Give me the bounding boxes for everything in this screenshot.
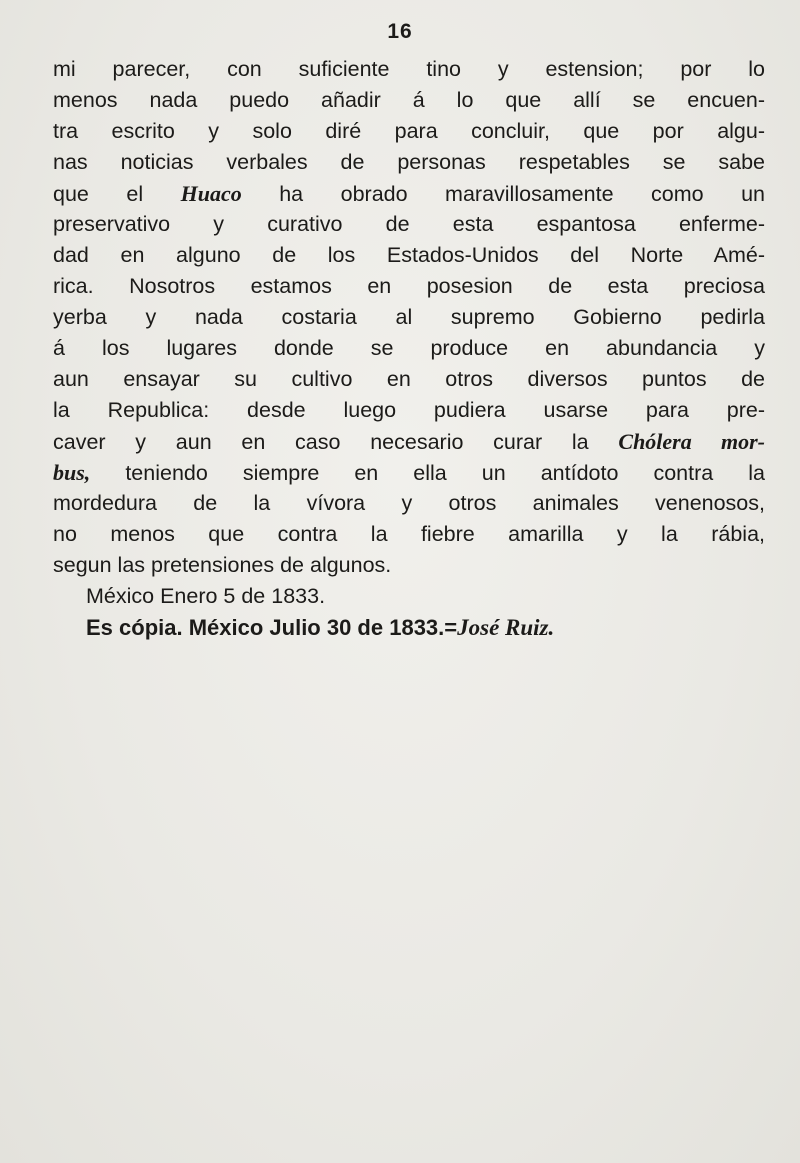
- text-line-16: no menos que contra la fiebre amarilla y la rábia,: [53, 522, 765, 546]
- copy-prefix: Es cópia. México Julio 30 de 1833.=: [86, 615, 458, 640]
- text-line-6: preservativo y curativo de esta espantosa enferme-: [53, 212, 765, 236]
- italic-term-huaco: Huaco: [180, 181, 242, 206]
- text-line-1: mi parecer, con suficiente tino y estension; por lo: [53, 57, 765, 81]
- text-line-17: segun las pretensiones de algunos.: [53, 553, 392, 577]
- text-line-4: nas noticias verbales de personas respetables se sabe: [53, 150, 765, 174]
- text-line-10: á los lugares donde se produce en abundancia y: [53, 336, 765, 360]
- signature: José Ruiz.: [457, 615, 555, 640]
- text-line-7: dad en alguno de los Estados-Unidos del Norte Amé-: [53, 243, 765, 267]
- date-line: México Enero 5 de 1833.: [86, 584, 326, 608]
- text-line-2: menos nada puedo añadir á lo que allí se encuen-: [53, 88, 765, 112]
- page-number: 16: [387, 20, 413, 43]
- text-line-9: yerba y nada costaria al supremo Gobierno pedirla: [53, 305, 765, 329]
- text-line-11: aun ensayar su cultivo en otros diversos puntos de: [53, 367, 765, 391]
- text-line-13: [53, 426, 765, 457]
- text-line-5-start: que el: [53, 182, 144, 206]
- copy-attestation: [86, 612, 554, 643]
- italic-term-morbus: bus,: [53, 460, 91, 485]
- text-line-3: tra escrito y solo diré para concluir, que por algu-: [53, 119, 765, 143]
- text-line-5-end: ha obrado maravillosamente como un: [279, 182, 765, 206]
- text-line-5: [53, 178, 765, 209]
- text-line-14-end: teniendo siempre en ella un antídoto contra la: [125, 461, 765, 485]
- text-line-15: mordedura de la vívora y otros animales venenosos,: [53, 491, 765, 515]
- text-line-12: la Republica: desde luego pudiera usarse para pre-: [53, 398, 765, 422]
- text-line-8: rica. Nosotros estamos en posesion de esta preciosa: [53, 274, 765, 298]
- text-line-14: [53, 457, 765, 488]
- text-line-13-start: caver y aun en caso necesario curar la: [53, 430, 589, 454]
- italic-term-cholera: Chólera mor-: [618, 429, 766, 454]
